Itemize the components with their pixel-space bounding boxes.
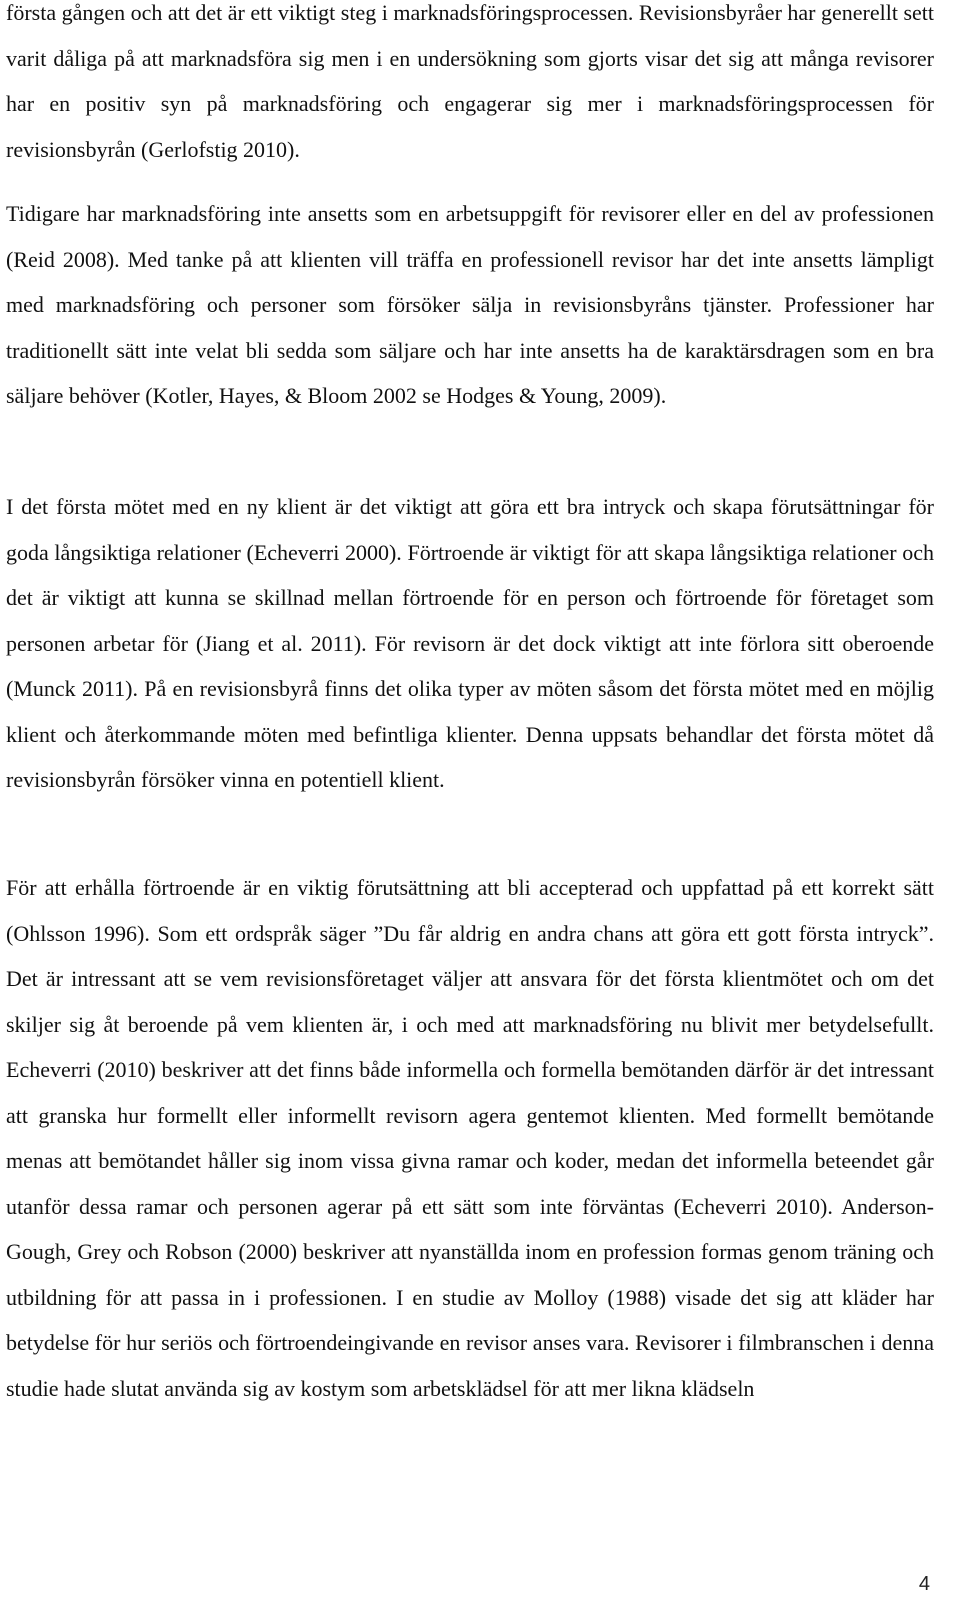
body-paragraph: Tidigare har marknadsföring inte ansetts som en arbetsuppgift för revisorer eller en del av professionen (Reid 2008). Med tanke på att klienten vill träffa en professionell revisor har det inte ansetts lämpligt med marknadsföring och personer som försöker sälja in revisionsbyråns tjänster. Professioner har traditionellt sätt inte velat bli sedda som säljare och har inte ansetts ha de karaktärsdragen som en bra säljare behöver (Kotler, Hayes, & Bloom 2002 se Hodges & Young, 2009). <box>6 201 934 408</box>
page-number: 4 <box>918 1573 930 1595</box>
body-paragraph: I det första mötet med en ny klient är det viktigt att göra ett bra intryck och skapa förutsättningar för goda långsiktiga relationer (Echeverri 2000). Förtroende är viktigt för att skapa långsiktiga relationer och det är viktigt att kunna se skillnad mellan förtroende för en person och förtroende för företaget som personen arbetar för (Jiang et al. 2011). För revisorn är det dock viktigt att inte förlora sitt oberoende (Munck 2011). På en revisionsbyrå finns det olika typer av möten såsom det första mötet med en möjlig klient och återkommande möten med befintliga klienter. Denna uppsats behandlar det första mötet då revisionsbyrån försöker vinna en potentiell klient. <box>6 494 934 792</box>
body-paragraph: första gången och att det är ett viktigt steg i marknadsföringsprocessen. Revisionsbyråer har generellt sett varit dåliga på att marknadsföra sig men i en undersökning som gjorts visar det sig att många revisorer har en positiv syn på marknadsföring och engagerar sig mer i marknadsföringsprocessen för revisionsbyrån (Gerlofstig 2010). <box>6 0 934 162</box>
body-paragraph: För att erhålla förtroende är en viktig förutsättning att bli accepterad och uppfattad på ett korrekt sätt (Ohlsson 1996). Som ett ordspråk säger ”Du får aldrig en andra chans att göra ett gott första intryck”. Det är intressant att se vem revisionsföretaget väljer att ansvara för det första klientmötet och om det skiljer sig åt beroende på vem klienten är, i och med att marknadsföring nu blivit mer betydelsefullt. Echeverri (2010) beskriver att det finns både informella och formella bemötanden därför är det intressant att granska hur formellt eller informellt revisorn agera gentemot klienten. Med formellt bemötande menas att bemötandet håller sig inom vissa givna ramar och koder, medan det informella beteendet går utanför dessa ramar och personen agerar på ett sätt som inte förväntas (Echeverri 2010). Anderson-Gough, Grey och Robson (2000) beskriver att nyanställda inom en profession formas genom träning och utbildning för att passa in i professionen. I en studie av Molloy (1988) visade det sig att kläder har betydelse för hur seriös och förtroendeingivande en revisor anses vara. Revisorer i filmbranschen i denna studie hade slutat använda sig av kostym som arbetsklädsel för att mer likna klädseln <box>6 875 934 1401</box>
